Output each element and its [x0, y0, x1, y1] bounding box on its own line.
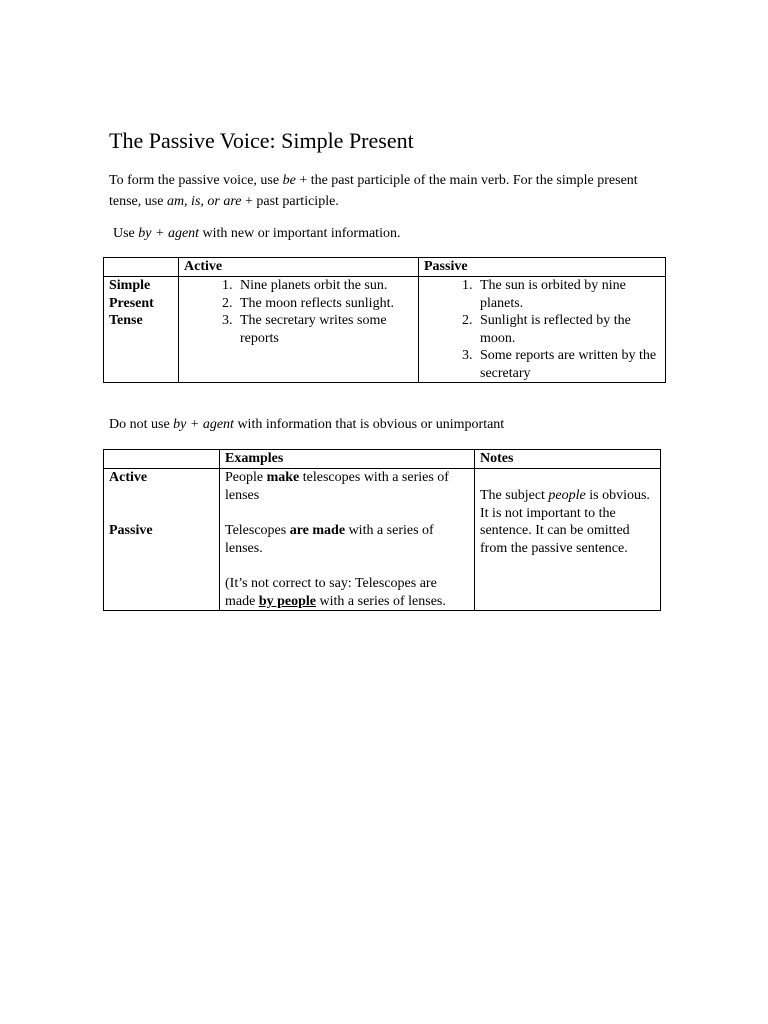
example-text: with a series of lenses.	[225, 523, 434, 556]
spacer	[109, 487, 214, 522]
list-item: 2. Sunlight is reflected by the moon.	[476, 312, 660, 347]
intro-paragraph	[109, 170, 669, 212]
example-text: Telescopes	[225, 523, 290, 538]
use-note-text: Use	[113, 226, 139, 241]
intro-text: + past participle.	[241, 194, 339, 209]
use-note	[113, 223, 673, 244]
active-example	[225, 469, 469, 504]
no-use-note	[109, 414, 669, 435]
spacer	[225, 557, 469, 575]
active-list	[184, 277, 413, 347]
header-passive: Passive	[419, 258, 666, 277]
list-item: 1. The sun is orbited by nine planets.	[476, 277, 660, 312]
spacer	[480, 469, 655, 487]
header-notes: Notes	[475, 450, 661, 469]
label-passive: Passive	[109, 522, 153, 538]
header-blank	[104, 258, 179, 277]
note-part: The subject	[480, 488, 549, 503]
intro-forms: am, is, or are	[166, 194, 242, 209]
passive-examples	[419, 277, 666, 383]
list-item: 2. The moon reflects sunlight.	[236, 295, 413, 313]
table-header-row	[104, 258, 666, 277]
table-row	[104, 277, 666, 383]
table-row	[104, 469, 661, 611]
by-agent: by + agent	[138, 226, 200, 241]
no-use-note-text: with information that is obvious or unimportant	[233, 417, 505, 432]
notes-cell	[475, 469, 661, 611]
page-title: The Passive Voice: Simple Present	[109, 128, 414, 153]
row-label-simple-present: Simple Present Tense	[104, 277, 179, 383]
label-active: Active	[109, 470, 148, 485]
header-blank	[104, 450, 220, 469]
passive-example	[225, 522, 469, 557]
active-examples	[179, 277, 419, 383]
example-text: telescopes with a series of lenses	[225, 470, 449, 503]
example-verb: are made	[289, 523, 346, 538]
list-item: 3. Some reports are written by the secretary	[476, 347, 660, 382]
header-active: Active	[179, 258, 419, 277]
spacer	[225, 504, 469, 522]
use-note-text: with new or important information.	[199, 226, 401, 241]
intro-text: + the past participle of the main verb. For the simple present tense, use	[109, 173, 638, 209]
row-labels	[104, 469, 220, 611]
examples-table	[103, 449, 661, 611]
incorrect-example	[225, 575, 469, 610]
note-italic: people	[548, 488, 586, 503]
no-use-note-text: Do not use	[109, 417, 174, 432]
note-text	[480, 487, 655, 557]
intro-text: To form the passive voice, use	[109, 173, 283, 188]
passive-list	[424, 277, 660, 382]
header-examples: Examples	[220, 450, 475, 469]
by-agent: by + agent	[173, 417, 234, 432]
intro-be: be	[282, 173, 296, 188]
note-part: is obvious. It is not important to the sentence. It can be omitted from the passive sentence.	[480, 488, 650, 556]
example-verb: make	[266, 470, 300, 485]
by-people-emphasis: by people	[258, 593, 317, 609]
active-passive-table	[103, 257, 666, 383]
table-header-row	[104, 450, 661, 469]
example-text: with a series of lenses.	[316, 593, 446, 609]
list-item: 1. Nine planets orbit the sun.	[236, 277, 413, 295]
example-text: (It’s not correct to say: Telescopes are made	[225, 576, 437, 609]
examples-cell	[220, 469, 475, 611]
list-item: 3. The secretary writes some reports	[236, 312, 413, 347]
example-text: People	[225, 470, 267, 485]
